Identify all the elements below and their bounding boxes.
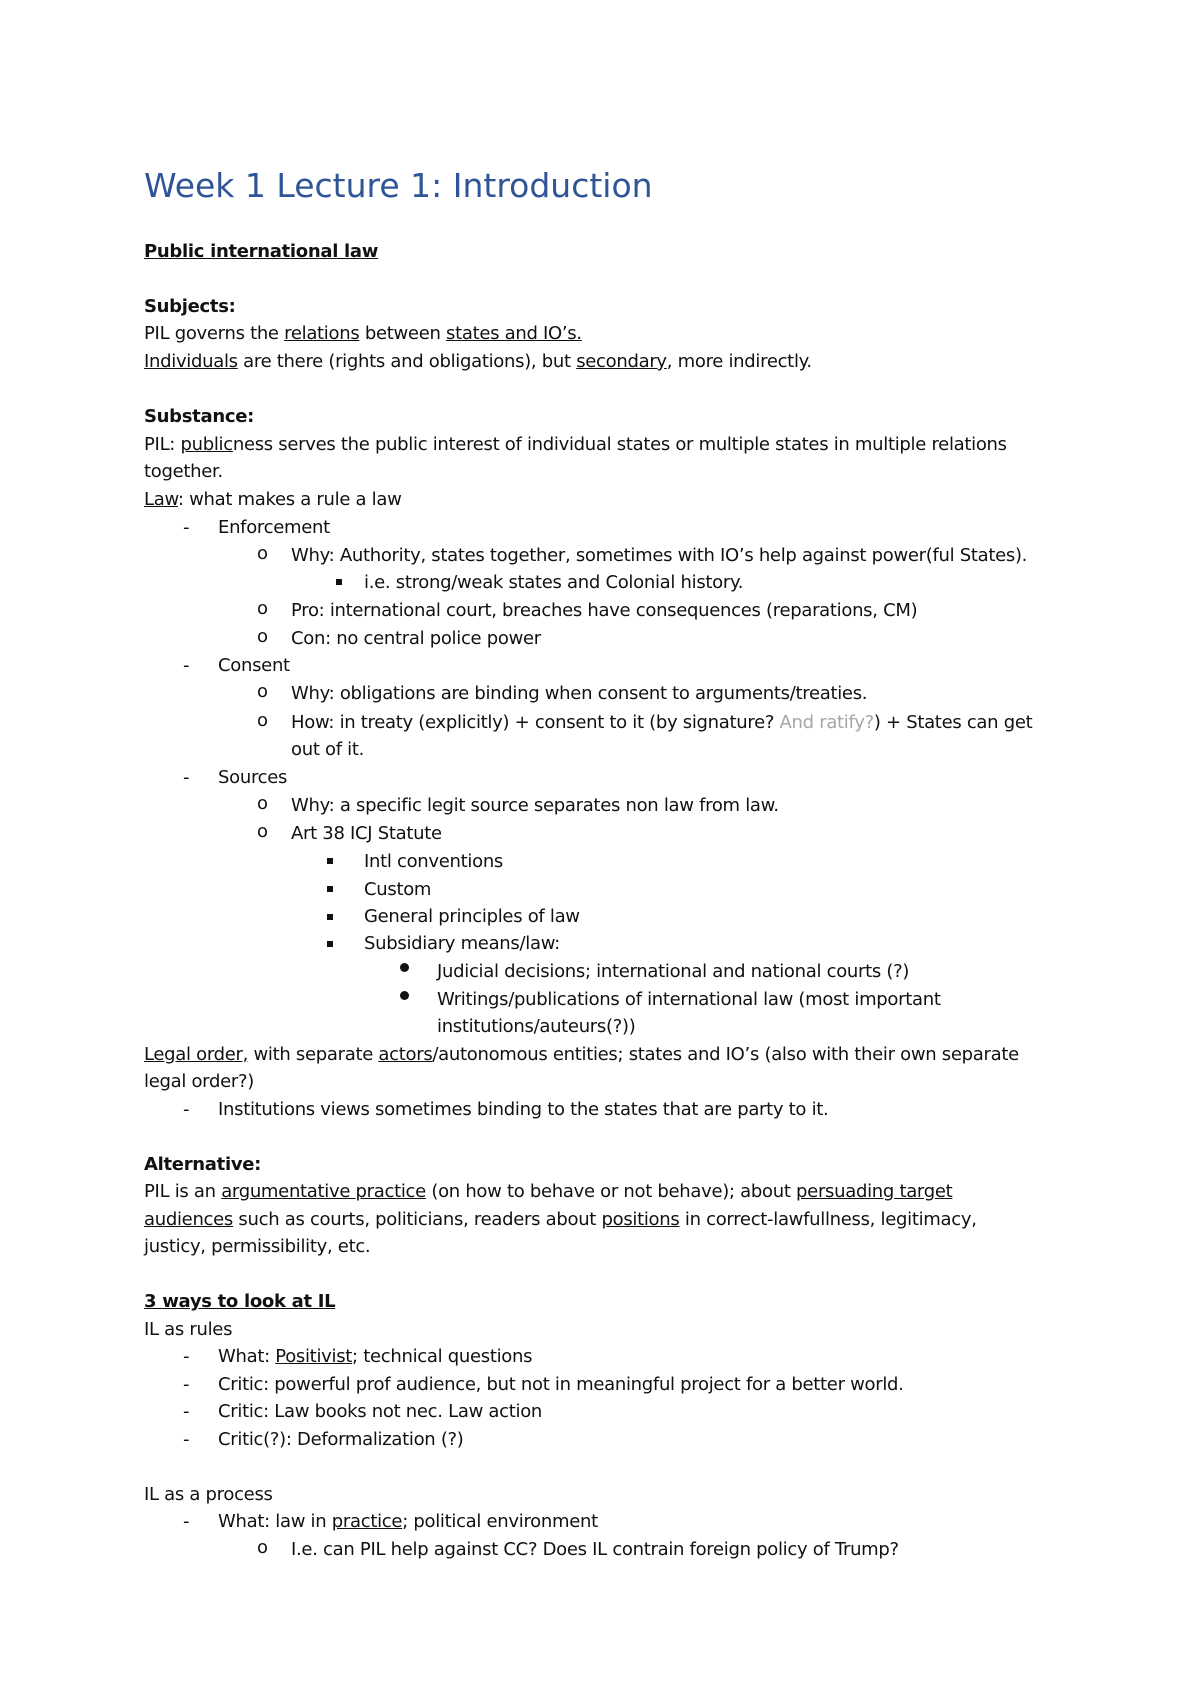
underlined-text: Law — [144, 489, 178, 510]
text-run: ; technical questions — [352, 1346, 533, 1367]
text-run: PIL: — [144, 434, 181, 455]
list-item-institutions: Institutions views sometimes binding to the states that are party to it. — [218, 1099, 829, 1120]
circle-bullet: o — [257, 793, 269, 814]
list-item-sources-art: Art 38 ICJ Statute — [291, 823, 442, 844]
circle-bullet: o — [257, 710, 269, 731]
underlined-text: persuading target — [796, 1181, 953, 1202]
list-item-enforcement: Enforcement — [218, 517, 330, 538]
subjects-line-1 — [144, 320, 582, 348]
text-run: ; political environment — [402, 1511, 598, 1532]
dash-bullet: - — [183, 517, 190, 538]
text-run: with separate — [248, 1044, 379, 1065]
underlined-text: Individuals — [144, 351, 238, 372]
alternative-line-2 — [144, 1206, 977, 1234]
text-run: (on how to behave or not behave); about — [425, 1181, 797, 1202]
law-line — [144, 486, 402, 514]
list-item-enforcement-con: Con: no central police power — [291, 628, 541, 649]
underlined-text: Positivist — [275, 1346, 353, 1367]
list-item-source-4: Subsidiary means/law: — [364, 933, 560, 954]
il-as-process: IL as a process — [144, 1484, 273, 1505]
circle-bullet: o — [257, 626, 269, 647]
grey-text: And ratify? — [779, 712, 874, 733]
dash-bullet: - — [183, 1374, 190, 1395]
underlined-text: public — [180, 434, 233, 455]
page-title: Week 1 Lecture 1: Introduction — [144, 166, 653, 205]
list-item-source-4b-cont: institutions/auteurs(?)) — [437, 1016, 636, 1037]
dash-bullet: - — [183, 1429, 190, 1450]
underlined-text: states and IO’s. — [446, 323, 582, 344]
round-bullet — [400, 963, 409, 972]
list-item-rules-critic-3: Critic(?): Deformalization (?) — [218, 1429, 464, 1450]
text-run: : what makes a rule a law — [177, 489, 402, 510]
text-run: in correct-lawfullness, legitimacy, — [679, 1209, 977, 1230]
dash-bullet: - — [183, 1099, 190, 1120]
text-run: ness serves the public interest of individual states or multiple states in multiple relations — [232, 434, 1007, 455]
dash-bullet: - — [183, 767, 190, 788]
underlined-text: relations — [284, 323, 360, 344]
list-item-process-what — [218, 1508, 598, 1536]
section-heading-pil: Public international law — [144, 241, 379, 262]
underlined-text: secondary — [576, 351, 667, 372]
list-item-consent-how-cont: out of it. — [291, 739, 365, 760]
alternative-line-3: justicy, permissibility, etc. — [144, 1236, 371, 1257]
circle-bullet: o — [257, 598, 269, 619]
list-item-consent-why: Why: obligations are binding when consent to arguments/treaties. — [291, 683, 868, 704]
substance-heading: Substance: — [144, 406, 255, 427]
list-item-sources-why: Why: a specific legit source separates non law from law. — [291, 795, 779, 816]
circle-bullet: o — [257, 821, 269, 842]
list-item-source-4a: Judicial decisions; international and national courts (?) — [437, 961, 910, 982]
text-run: PIL governs the — [144, 323, 285, 344]
list-item-process-ie: I.e. can PIL help against CC? Does IL contrain foreign policy of Trump? — [291, 1539, 899, 1560]
square-bullet — [327, 914, 333, 920]
list-item-enforcement-ie: i.e. strong/weak states and Colonial history. — [364, 572, 744, 593]
underlined-text: positions — [601, 1209, 680, 1230]
list-item-sources: Sources — [218, 767, 288, 788]
text-run: What: — [218, 1346, 276, 1367]
substance-line-1 — [144, 431, 1007, 459]
square-bullet — [336, 579, 342, 585]
list-item-rules-critic-2: Critic: Law books not nec. Law action — [218, 1401, 543, 1422]
list-item-consent: Consent — [218, 655, 290, 676]
alternative-line-1 — [144, 1178, 952, 1206]
square-bullet — [327, 886, 333, 892]
legal-order-line-1 — [144, 1041, 1019, 1069]
substance-line-2: together. — [144, 461, 223, 482]
text-run: , more indirectly. — [666, 351, 812, 372]
dash-bullet: - — [183, 1346, 190, 1367]
underlined-text: audiences — [144, 1209, 233, 1230]
underlined-text: actors — [378, 1044, 433, 1065]
text-run: such as courts, politicians, readers about — [233, 1209, 602, 1230]
text-run: ) + States can get — [873, 712, 1033, 733]
text-run: PIL is an — [144, 1181, 222, 1202]
circle-bullet: o — [257, 681, 269, 702]
text-run: are there (rights and obligations), but — [237, 351, 577, 372]
legal-order-line-2: legal order?) — [144, 1071, 254, 1092]
underlined-text: practice — [331, 1511, 403, 1532]
list-item-rules-what — [218, 1343, 532, 1371]
round-bullet — [400, 991, 409, 1000]
alternative-heading: Alternative: — [144, 1154, 262, 1175]
list-item-enforcement-pro: Pro: international court, breaches have consequences (reparations, CM) — [291, 600, 918, 621]
list-item-source-4b: Writings/publications of international law (most important — [437, 989, 941, 1010]
circle-bullet: o — [257, 1537, 269, 1558]
circle-bullet: o — [257, 543, 269, 564]
list-item-enforcement-why: Why: Authority, states together, sometimes with IO’s help against power(ful States). — [291, 545, 1028, 566]
dash-bullet: - — [183, 1511, 190, 1532]
text-run: between — [359, 323, 447, 344]
underlined-text: argumentative practice — [221, 1181, 426, 1202]
list-item-source-3: General principles of law — [364, 906, 580, 927]
list-item-rules-critic-1: Critic: powerful prof audience, but not in meaningful project for a better world. — [218, 1374, 904, 1395]
subjects-heading: Subjects: — [144, 296, 236, 317]
dash-bullet: - — [183, 655, 190, 676]
square-bullet — [327, 858, 333, 864]
il-as-rules: IL as rules — [144, 1319, 233, 1340]
list-item-source-1: Intl conventions — [364, 851, 504, 872]
subjects-line-2 — [144, 348, 812, 376]
square-bullet — [327, 941, 333, 947]
section-heading-3-ways: 3 ways to look at IL — [144, 1291, 336, 1312]
text-run: /autonomous entities; states and IO’s (also with their own separate — [432, 1044, 1019, 1065]
list-item-consent-how — [291, 709, 1032, 737]
dash-bullet: - — [183, 1401, 190, 1422]
text-run: How: in treaty (explicitly) + consent to it (by signature? — [291, 712, 780, 733]
underlined-text: Legal order, — [144, 1044, 249, 1065]
list-item-source-2: Custom — [364, 879, 432, 900]
text-run: What: law in — [218, 1511, 332, 1532]
